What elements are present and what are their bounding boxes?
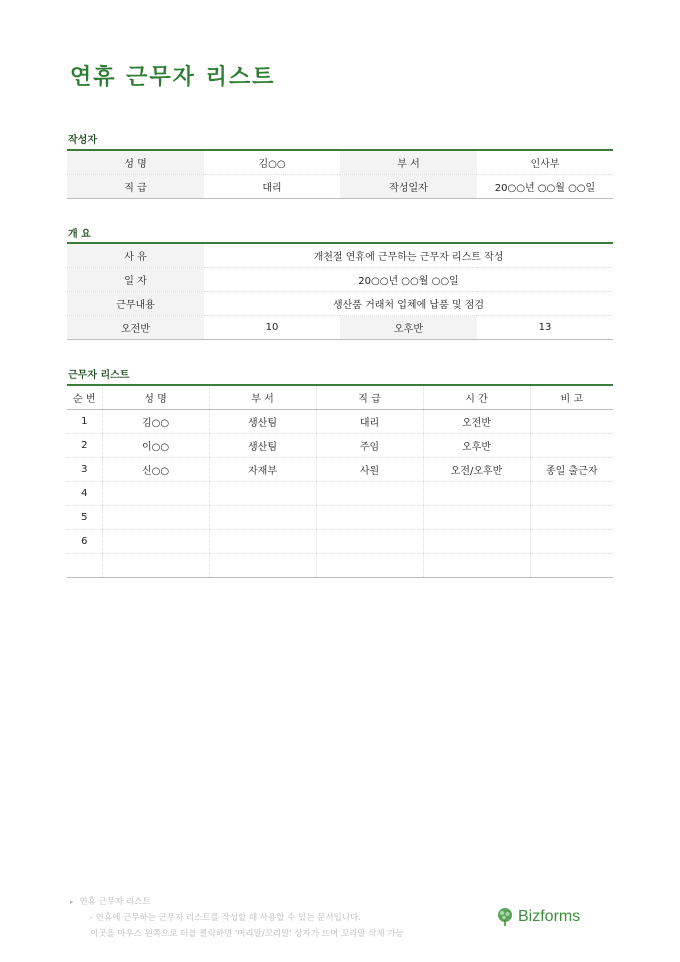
roster-cell (102, 530, 209, 554)
position-value: 대리 (262, 183, 282, 194)
author-row (67, 175, 613, 199)
table-row (67, 530, 613, 554)
roster-cell (423, 554, 530, 578)
roster-cell (316, 506, 423, 530)
roster-cell: 2 (67, 434, 102, 458)
table-row (67, 434, 613, 458)
roster-header-cell: 부 서 (209, 385, 316, 410)
roster-cell: 오전반 (423, 410, 530, 434)
roster-cell (209, 554, 316, 578)
footer-hint: 이곳을 마우스 왼쪽으로 더블 클릭하면 '머리말/꼬리말' 상자가 뜨며 꼬리말 삭제 가능 (90, 929, 404, 939)
roster-cell: 자재부 (209, 458, 316, 482)
roster-cell (102, 506, 209, 530)
roster-section-label: 근무자 리스트 (68, 370, 130, 381)
roster-cell: 생산팀 (209, 410, 316, 434)
triangle-bullet-icon: ▸ (70, 898, 74, 906)
table-row (67, 554, 613, 578)
logo-text: Bizforms (518, 908, 581, 925)
roster-header-cell: 성 명 (102, 385, 209, 410)
department-value: 인사부 (477, 150, 613, 175)
roster-cell: 종일 출근자 (530, 458, 613, 482)
document-title: 연휴 근무자 리스트 (70, 65, 276, 90)
roster-cell: 사원 (316, 458, 423, 482)
roster-cell (102, 482, 209, 506)
table-row (67, 410, 613, 434)
table-row (67, 482, 613, 506)
roster-cell (316, 530, 423, 554)
overview-row (67, 316, 613, 340)
roster-header-row (67, 385, 613, 410)
roster-cell (423, 530, 530, 554)
roster-cell: 이○○ (102, 434, 209, 458)
author-row (67, 150, 613, 175)
roster-cell: 대리 (316, 410, 423, 434)
roster-cell (530, 530, 613, 554)
author-section-label: 작성자 (68, 135, 97, 146)
work-content-value: 생산품 거래처 업체에 납품 및 점검 (204, 292, 613, 316)
roster-cell (316, 554, 423, 578)
roster-cell (530, 434, 613, 458)
roster-cell (423, 506, 530, 530)
created-date-label: 작성일자 (340, 175, 477, 199)
roster-cell: 생산팀 (209, 434, 316, 458)
overview-row (67, 292, 613, 316)
roster-header-cell: 순 번 (67, 385, 102, 410)
afternoon-shift-value: 13 (538, 322, 552, 333)
roster-cell (530, 482, 613, 506)
leaf-logo-icon (496, 907, 514, 927)
roster-cell: 4 (67, 482, 102, 506)
roster-cell: 주임 (316, 434, 423, 458)
reason-label: 사 유 (67, 243, 204, 268)
roster-cell (209, 506, 316, 530)
overview-table (67, 242, 613, 340)
table-row (67, 458, 613, 482)
date-value: 20○○년 ○○월 ○○일 (204, 268, 613, 292)
roster-cell: 오후반 (423, 434, 530, 458)
roster-cell (209, 482, 316, 506)
roster-cell: 6 (67, 530, 102, 554)
footer-title: 연휴 근무자 리스트 (79, 897, 151, 907)
roster-cell (530, 506, 613, 530)
created-date-value: 20○○년 ○○월 ○○일 (494, 183, 596, 194)
date-label: 일 자 (67, 268, 204, 292)
department-label: 부 서 (340, 150, 477, 175)
roster-cell (316, 482, 423, 506)
roster-cell: 김○○ (102, 410, 209, 434)
table-row (67, 506, 613, 530)
morning-shift-label: 오전반 (67, 316, 204, 340)
roster-cell (423, 482, 530, 506)
name-value: 김○○ (204, 150, 340, 175)
bizforms-logo (496, 907, 580, 927)
overview-row (67, 243, 613, 268)
overview-section-label: 개 요 (68, 229, 91, 240)
position-label: 직 급 (67, 175, 204, 199)
roster-cell (102, 554, 209, 578)
roster-cell (530, 554, 613, 578)
roster-cell (530, 410, 613, 434)
roster-cell: 신○○ (102, 458, 209, 482)
name-label: 성 명 (67, 150, 204, 175)
afternoon-shift-label: 오후반 (340, 316, 477, 340)
overview-row (67, 268, 613, 292)
roster-cell: 3 (67, 458, 102, 482)
roster-header-cell: 비 고 (530, 385, 613, 410)
author-table (67, 149, 613, 199)
morning-shift-value: 10 (265, 322, 279, 333)
footer-description: - 연휴에 근무하는 근무자 리스트를 작성할 때 사용할 수 있는 문서입니다. (90, 913, 361, 923)
roster-header-cell: 직 급 (316, 385, 423, 410)
roster-cell: 오전/오후반 (423, 458, 530, 482)
roster-cell: 1 (67, 410, 102, 434)
work-content-label: 근무내용 (67, 292, 204, 316)
reason-value: 개천절 연휴에 근무하는 근무자 리스트 작성 (204, 243, 613, 268)
roster-table (67, 384, 613, 578)
footer-note (70, 894, 404, 942)
roster-cell (209, 530, 316, 554)
roster-header-cell: 시 간 (423, 385, 530, 410)
roster-cell: 5 (67, 506, 102, 530)
roster-cell (67, 554, 102, 578)
